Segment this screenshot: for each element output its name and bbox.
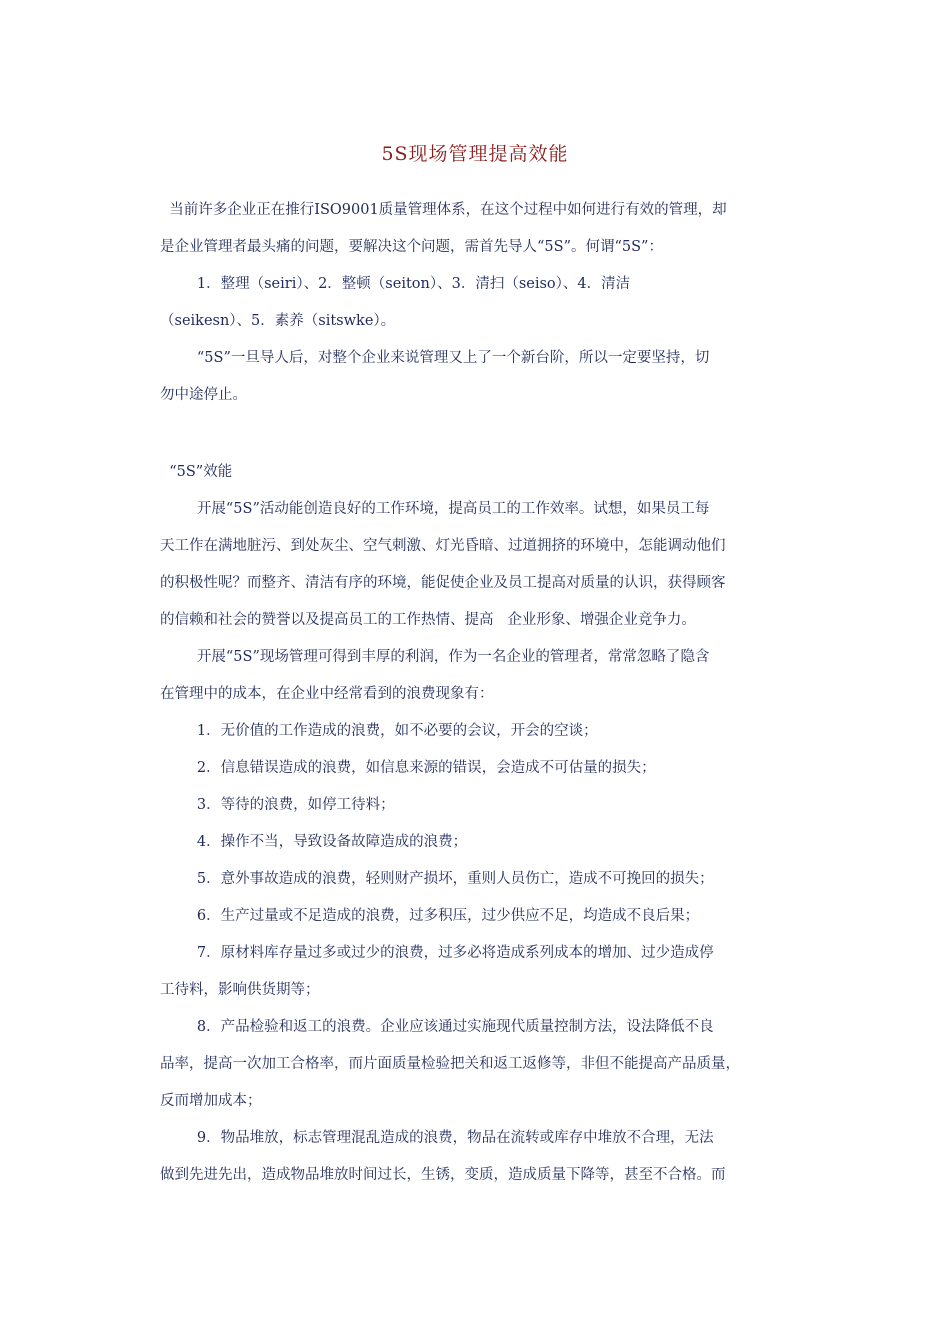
text-line: 8．产品检验和返工的浪费。企业应该通过实施现代质量控制方法，设法降低不良 — [160, 1019, 714, 1035]
text-line: 7．原材料库存量过多或过少的浪费，过多必将造成系列成本的增加、过少造成停 — [160, 945, 714, 961]
body-paragraphs — [160, 491, 792, 1194]
text-line: 9．物品堆放，标志管理混乱造成的浪费，物品在流转或库存中堆放不合理，无法 — [160, 1130, 714, 1146]
section-heading — [160, 454, 792, 491]
text-line: 3．等待的浪费，如停工待料； — [160, 797, 395, 813]
text-line: 是企业管理者最头痛的问题，要解决这个问题，需首先导人“5S”。何谓“5S”： — [160, 239, 663, 255]
text-line: 5．意外事故造成的浪费，轻则财产损坏，重则人员伤亡，造成不可挽回的损失； — [160, 871, 714, 887]
text-line: “5S”一旦导人后，对整个企业来说管理又上了一个新台阶，所以一定要坚持，切 — [160, 350, 710, 366]
text-line: 1．整理（seiri）、2．整顿（seiton）、3．清扫（seiso）、4．清洁 — [160, 276, 631, 292]
text-line: 当前许多企业正在推行ISO9001质量管理体系，在这个过程中如何进行有效的管理，却 — [160, 202, 727, 218]
text-line: （seikesn）、5．素养（sitswke）。 — [160, 313, 396, 329]
text-line: 的积极性呢？而整齐、清洁有序的环境，能促使企业及员工提高对质量的认识，获得顾客 — [160, 575, 726, 591]
text-line: 的信赖和社会的赞誉以及提高员工的工作热情、提高 企业形象、增强企业竞争力。 — [160, 612, 696, 628]
text-line: 品率，提高一次加工合格率，而片面质量检验把关和返工返修等，非但不能提高产品质量， — [160, 1056, 740, 1072]
text-line: 4．操作不当，导致设备故障造成的浪费； — [160, 834, 468, 850]
intro-paragraph — [160, 192, 792, 414]
text-line: 工待料，影响供货期等； — [160, 982, 320, 998]
section-heading-text: “5S”效能 — [160, 464, 233, 480]
text-line: 开展“5S”现场管理可得到丰厚的利润，作为一名企业的管理者，常常忽略了隐含 — [160, 649, 710, 665]
text-line: 6．生产过量或不足造成的浪费，过多积压，过少供应不足，均造成不良后果； — [160, 908, 700, 924]
text-line: 2．信息错误造成的浪费，如信息来源的错误，会造成不可估量的损失； — [160, 760, 656, 776]
text-line: 做到先进先出，造成物品堆放时间过长，生锈，变质，造成质量下降等，甚至不合格。而 — [160, 1167, 726, 1183]
text-line: 开展“5S”活动能创造良好的工作环境，提高员工的工作效率。试想，如果员工每 — [160, 501, 710, 517]
text-line: 反而增加成本； — [160, 1093, 262, 1109]
text-line: 勿中途停止。 — [160, 387, 247, 403]
text-line: 在管理中的成本，在企业中经常看到的浪费现象有： — [160, 686, 494, 702]
text-line: 1．无价值的工作造成的浪费，如不必要的会议，开会的空谈； — [160, 723, 598, 739]
text-line: 天工作在满地脏污、到处灰尘、空气刺激、灯光昏暗、过道拥挤的环境中，怎能调动他们 — [160, 538, 726, 554]
document-title: 5S现场管理提高效能 — [381, 143, 569, 165]
